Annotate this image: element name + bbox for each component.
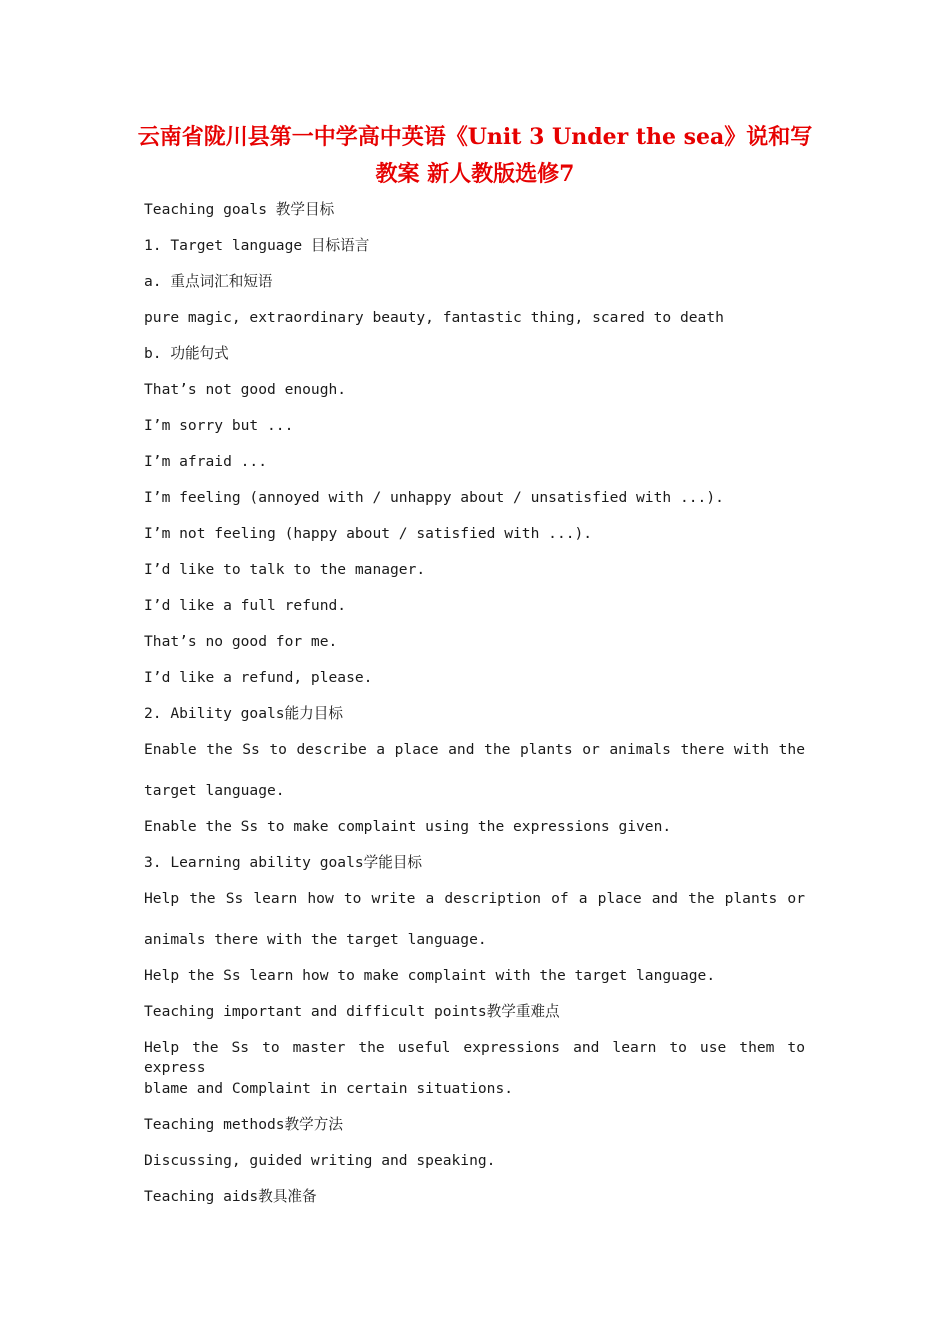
text-line: That’s not good enough. [144,381,347,398]
heading-teaching-methods: Teaching methods教学方法 [144,1116,343,1133]
text-line: Help the Ss to master the useful expressions and learn to use them to express [144,1039,805,1076]
text-line: Help the Ss learn how to write a description of a place and the plants or [144,890,805,907]
text-line: I’m sorry but ... [144,417,294,434]
text-line: pure magic, extraordinary beauty, fantastic thing, scared to death [144,309,724,326]
text-line: Enable the Ss to describe a place and the plants or animals there with the [144,741,805,758]
heading-target-language: 1. Target language 目标语言 [144,237,370,254]
text-line: I’d like a refund, please. [144,669,373,686]
text-line: blame and Complaint in certain situations. [144,1080,514,1097]
subheading-key-vocabulary: a. 重点词汇和短语 [144,273,273,290]
text-line: Help the Ss learn how to make complaint with the target language. [144,967,716,984]
heading-important-difficult-points: Teaching important and difficult points教学重难点 [144,1003,560,1020]
text-line: I’m feeling (annoyed with / unhappy about / unsatisfied with ...). [144,489,724,506]
text-line: I’m afraid ... [144,453,268,470]
document-title-line-1: 云南省陇川县第一中学高中英语《Unit 3 Under the sea》说和写 [137,124,813,150]
text-line: I’m not feeling (happy about / satisfied with ...). [144,525,593,542]
heading-learning-ability-goals: 3. Learning ability goals学能目标 [144,854,423,871]
text-line: I’d like to talk to the manager. [144,561,426,578]
heading-teaching-aids: Teaching aids教具准备 [144,1188,317,1205]
text-line: That’s no good for me. [144,633,338,650]
heading-ability-goals: 2. Ability goals能力目标 [144,705,343,722]
subheading-functional-sentences: b. 功能句式 [144,345,229,362]
text-line: animals there with the target language. [144,931,487,948]
text-line: Enable the Ss to make complaint using the expressions given. [144,818,672,835]
heading-teaching-goals: Teaching goals 教学目标 [144,201,335,218]
text-line: I’d like a full refund. [144,597,347,614]
text-line: target language. [144,782,285,799]
document-title-line-2: 教案 新人教版选修7 [375,161,575,187]
text-line: Discussing, guided writing and speaking. [144,1152,496,1169]
